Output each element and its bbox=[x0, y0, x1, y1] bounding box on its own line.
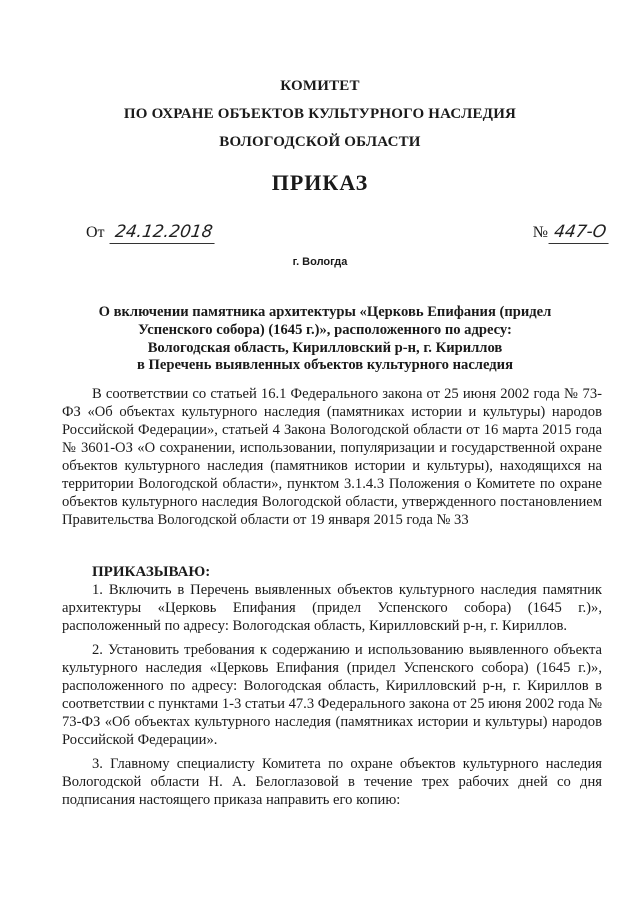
date-row bbox=[86, 222, 216, 244]
order-number-value: 447-О bbox=[548, 222, 611, 244]
order-item-1: 1. Включить в Перечень выявленных объектов культурного наследия памятник архитектуры «Церковь Епифания (придел Успенского собора) (1645 г.)», расположенный по адресу: Вологодская область, Кирилловский р-н, г. Кириллов. bbox=[62, 582, 602, 634]
date-prefix: От bbox=[86, 224, 105, 241]
order-title-line2: Успенского собора) (1645 г.)», расположенного по адресу: bbox=[138, 321, 512, 338]
preamble-section bbox=[62, 385, 602, 529]
date-value: 24.12.2018 bbox=[109, 222, 217, 244]
org-name-line1: КОМИТЕТ bbox=[280, 78, 360, 94]
org-name-line2: ПО ОХРАНЕ ОБЪЕКТОВ КУЛЬТУРНОГО НАСЛЕДИЯ bbox=[123, 106, 517, 122]
order-title-line3: Вологодская область, Кирилловский р-н, г. Кириллов bbox=[147, 339, 503, 356]
document-type-heading: ПРИКАЗ bbox=[271, 170, 369, 195]
order-title bbox=[90, 304, 560, 375]
org-name-line3: ВОЛОГОДСКОЙ ОБЛАСТИ bbox=[219, 134, 421, 150]
order-number-row bbox=[533, 222, 610, 244]
order-word: ПРИКАЗЫВАЮ: bbox=[92, 564, 211, 580]
preamble-paragraph: В соответствии со статьей 16.1 Федерального закона от 25 июня 2002 года № 73-ФЗ «Об объектах культурного наследия (памятниках истории и культуры) народов Российской Федерации», статьей 4 Закона Вологодской области от 16 марта 2015 года № 3601-ОЗ «О сохранении, использовании, популяризации и государственной охране объектов культурного наследия (памятников истории и культуры), находящихся на территории Вологодской области», пунктом 3.1.4.3 Положения о Комитете по охране объектов культурного наследия Вологодской области, утвержденного постановлением Правительства Вологодской области от 19 января 2015 года № 33 bbox=[62, 386, 602, 528]
order-item-3: 3. Главному специалисту Комитета по охране объектов культурного наследия Вологодской области Н. А. Белоглазовой в течение трех рабочих дней со дня подписания настоящего приказа направить его копию: bbox=[62, 756, 602, 808]
number-prefix: № bbox=[532, 224, 549, 241]
order-title-line1: О включении памятника архитектуры «Церковь Епифания (придел bbox=[98, 304, 552, 320]
order-items bbox=[62, 581, 602, 815]
order-item-2: 2. Установить требования к содержанию и использованию выявленного объекта культурного наследия «Церковь Епифания (придел Успенского собора) (1645 г.)», расположенного по адресу: Вологодская область, Кирилловский р-н, г. Кириллов в соответствии с пунктами 1-3 статьи 47.3 Федерального закона от 25 июня 2002 года № 73-ФЗ «Об объектах культурного наследия (памятниках истории и культуры) народов Российской Федерации». bbox=[62, 642, 602, 748]
order-title-line4: в Перечень выявленных объектов культурного наследия bbox=[137, 357, 513, 374]
city-label: г. Вологда bbox=[292, 256, 348, 268]
